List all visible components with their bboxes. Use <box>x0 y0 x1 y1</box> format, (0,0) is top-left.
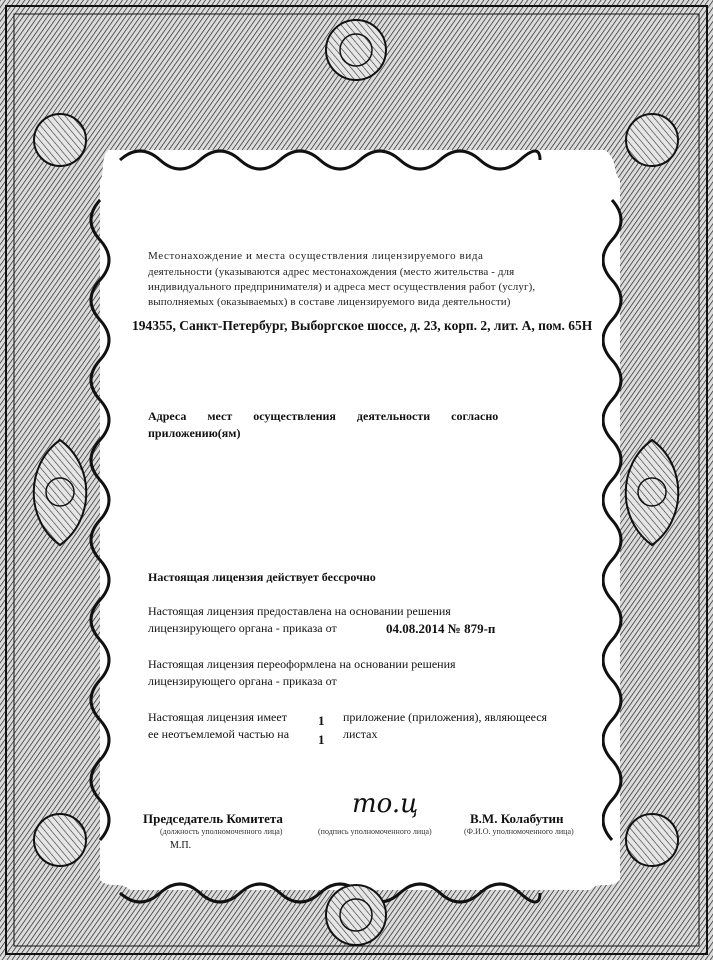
appendix-part3: ее неотъемлемой частью на <box>148 727 290 741</box>
license-address: 194355, Санкт-Петербург, Выборгское шоссе, д. 23, корп. 2, лит. А, пом. 65Н <box>132 318 593 333</box>
signature-caption: (подпись уполномоченного лица) <box>318 827 432 836</box>
address-block-line1: Местонахождение и места осуществления лицензируемого вида <box>148 250 484 262</box>
signatory-position: Председатель Комитета <box>143 811 283 826</box>
validity-text: Настоящая лицензия действует бессрочно <box>148 570 376 584</box>
granted-order: 04.08.2014 № 879-п <box>386 621 496 636</box>
reissued-line2: лицензирующего органа - приказа от <box>148 674 337 688</box>
granted-line1: Настоящая лицензия предоставлена на основании решения <box>148 604 451 618</box>
signatory-name: В.М. Колабутин <box>470 811 564 826</box>
handwritten-signature: mo.ц <box>352 789 419 819</box>
appendix-part1: Настоящая лицензия имеет <box>148 710 287 724</box>
addresses-per-appendix-line1: Адреса мест осуществления деятельности согласно <box>148 409 499 423</box>
appendix-part4: листах <box>343 727 378 741</box>
appendix-count: 1 <box>318 713 325 728</box>
reissued-line1: Настоящая лицензия переоформлена на основании решения <box>148 657 456 671</box>
granted-line2: лицензирующего органа - приказа от <box>148 621 337 635</box>
address-block-line2: деятельности (указываются адрес местонахождения (место жительства - для <box>148 266 515 278</box>
appendix-part2: приложение (приложения), являющееся <box>343 710 548 724</box>
address-block-line4: выполняемых (оказываемых) в составе лицензируемого вида деятельности) <box>148 296 511 308</box>
name-caption: (Ф.И.О. уполномоченного лица) <box>464 827 574 836</box>
appendix-sheets: 1 <box>318 732 325 747</box>
stamp-place: М.П. <box>170 840 192 851</box>
address-block-line3: индивидуального предпринимателя) и адреса мест осуществления работ (услуг), <box>148 281 536 293</box>
addresses-per-appendix-line2: приложению(ям) <box>148 426 241 440</box>
position-caption: (должность уполномоченного лица) <box>160 827 283 836</box>
